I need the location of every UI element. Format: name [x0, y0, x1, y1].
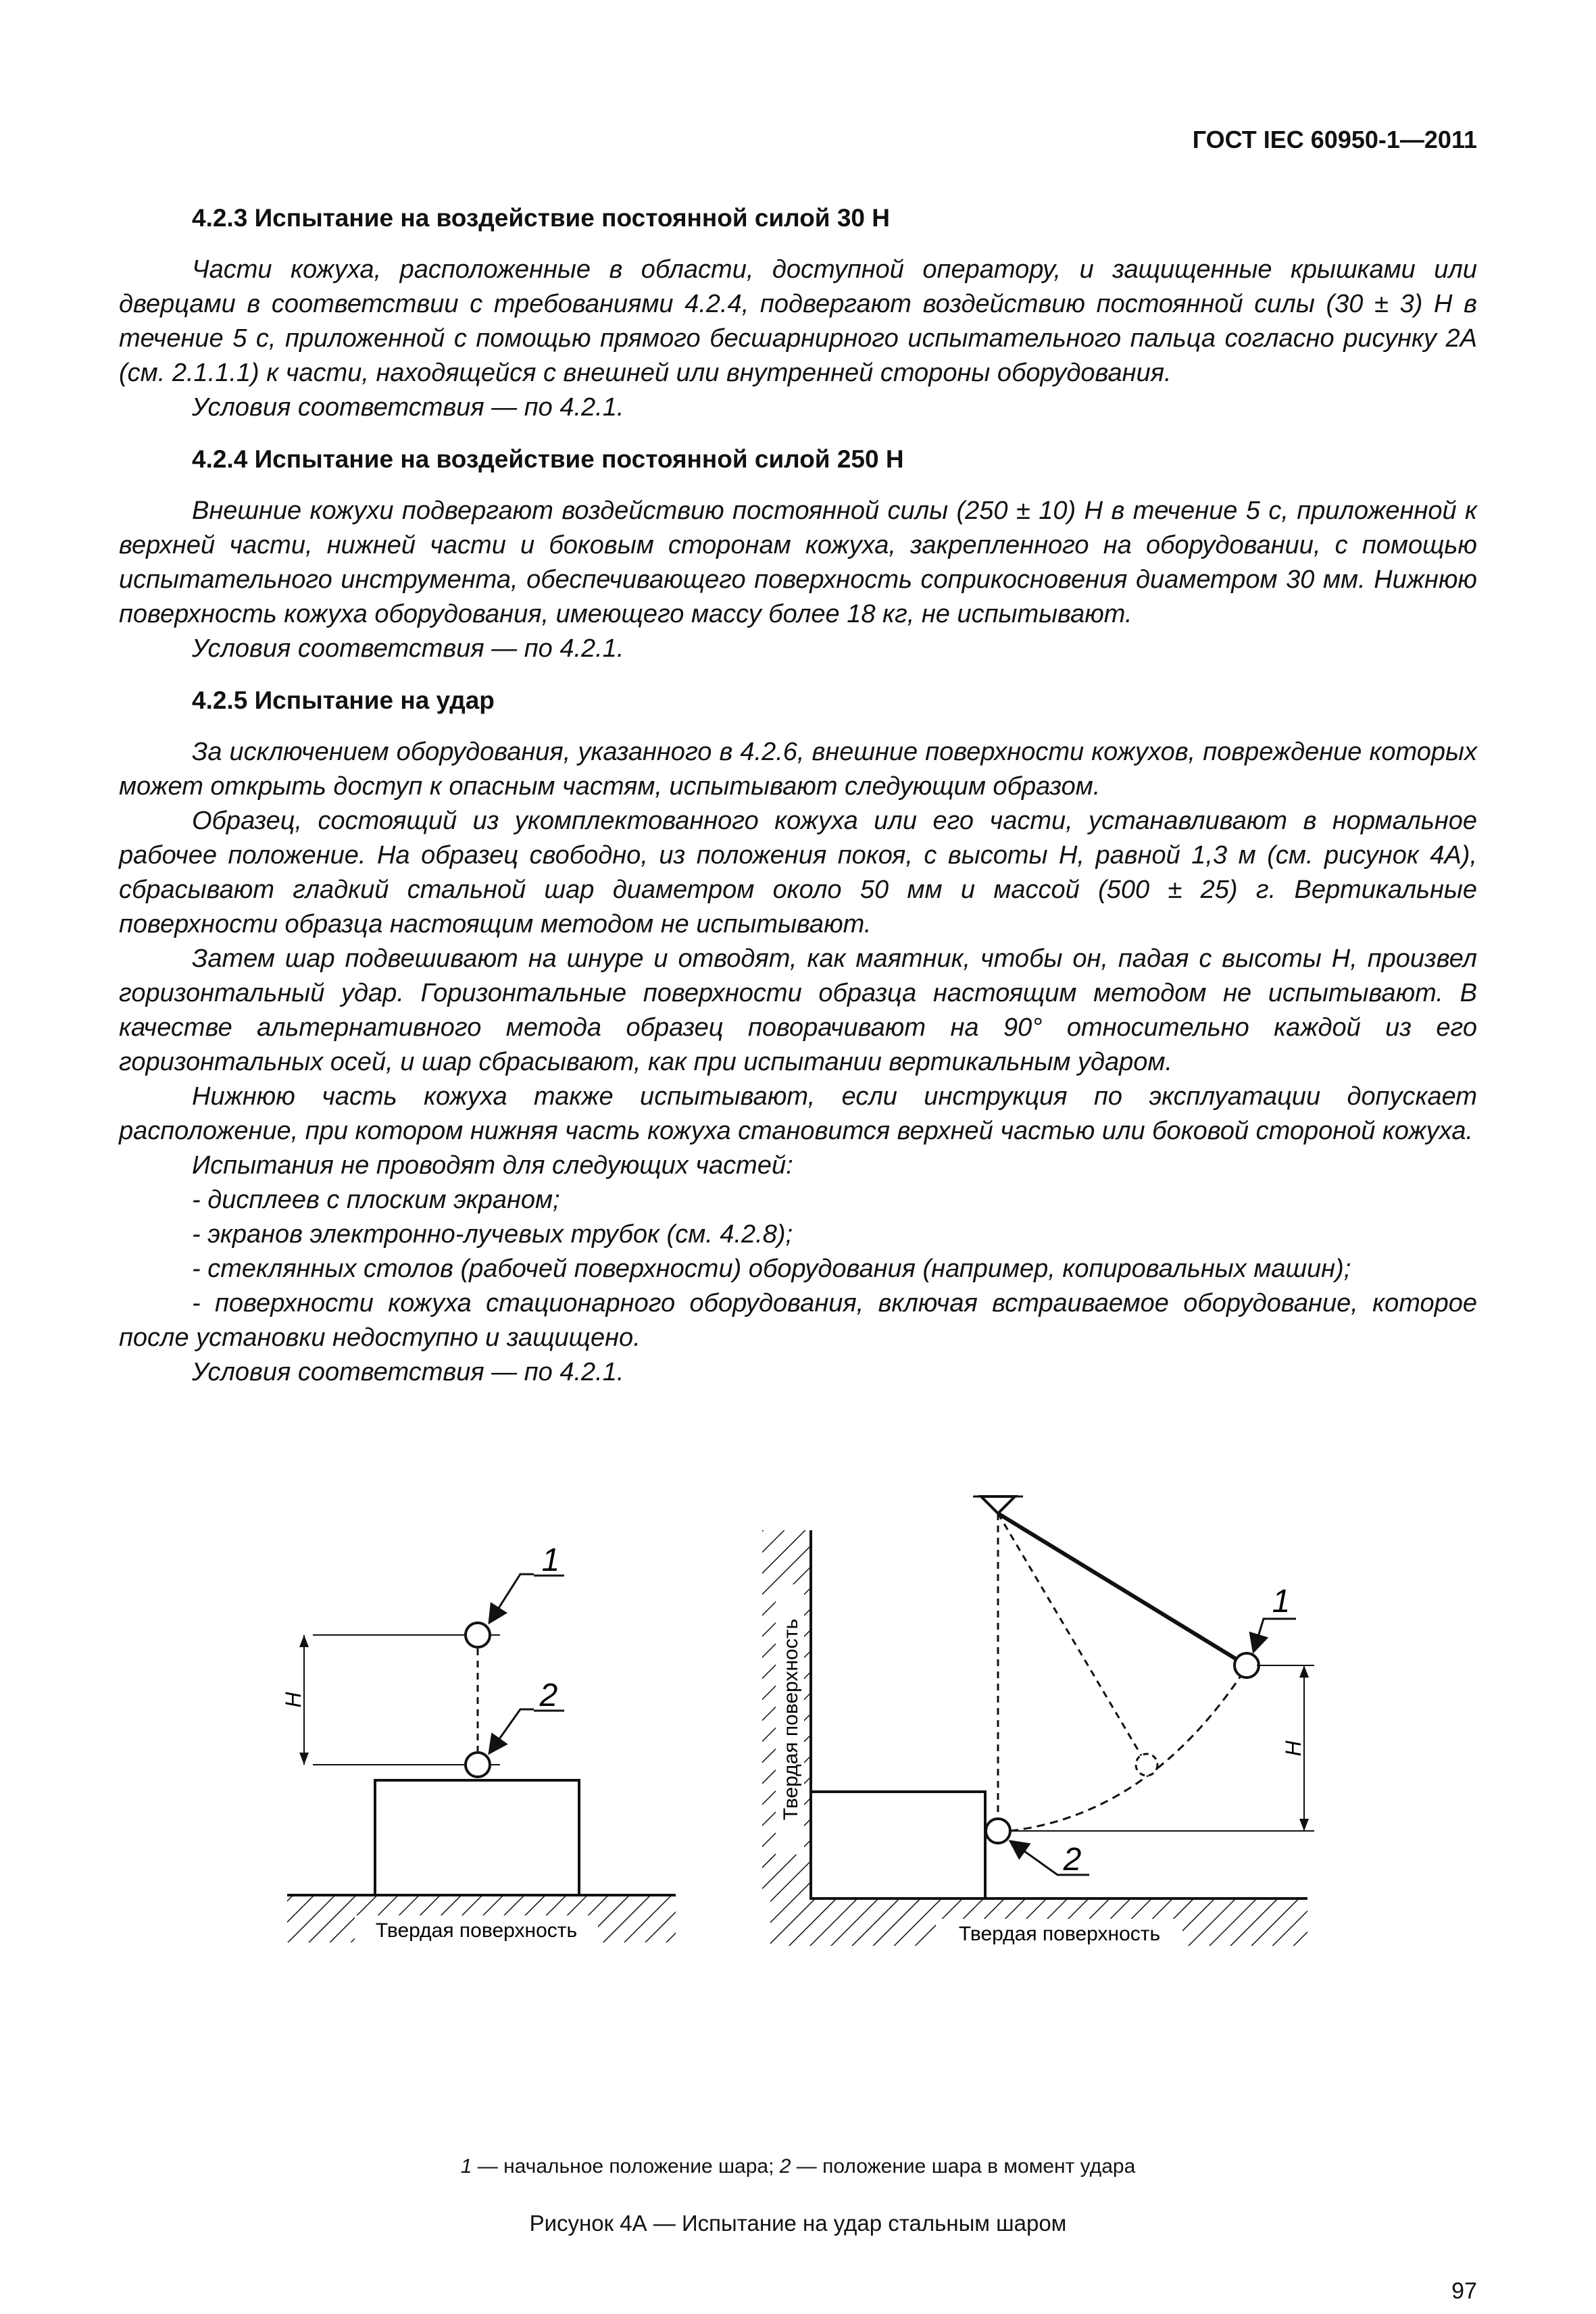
paragraph: Внешние кожухи подвергают воздействию постоянной силы (250 ± 10) Н в течение 5 с, приложенной к верхней части, нижней части и боковым сторонам кожуха, закрепленного на оборудовании, с помощью испытательного инструмента, обеспечивающего поверхность соприкосновения диаметром 30 мм. Нижнюю поверхность кожуха оборудования, имеющего массу более 18 кг, не испытывают.	[119, 497, 1477, 628]
surface-label: Твердая поверхность	[958, 1923, 1161, 1945]
paragraph: Условия соответствия — по 4.2.1.	[192, 393, 624, 422]
ball-initial-position	[466, 1623, 490, 1647]
height-label: Н	[1281, 1740, 1305, 1757]
legend-number-2: 2	[779, 2155, 791, 2178]
figure-4a-diagram	[0, 1473, 1596, 2067]
dimension-arrow-up	[1299, 1665, 1309, 1678]
paragraph: За исключением оборудования, указанного в 4.2.6, внешние поверхности кожухов, повреждение которых может открыть доступ к опасным частям, испытывают следующим образом.	[119, 738, 1477, 801]
legend-number-1: 1	[460, 2155, 472, 2178]
section-heading-4-2-3: 4.2.3 Испытание на воздействие постоянной силой 30 Н	[192, 204, 890, 232]
section-heading-4-2-5: 4.2.5 Испытание на удар	[192, 686, 495, 714]
swing-arc-dashed	[1010, 1672, 1243, 1831]
pivot-point	[981, 1496, 1015, 1513]
pendulum-cord	[998, 1513, 1243, 1663]
label-2: 2	[1063, 1842, 1082, 1878]
label-1: 1	[1272, 1584, 1291, 1619]
legend-text-1: — начальное положение шара;	[472, 2155, 780, 2178]
paragraph: Нижнюю часть кожуха также испытывают, если инструкция по эксплуатации допускает расположение, при котором нижняя часть кожуха становится верхней частью или боковой стороной кожуха.	[119, 1082, 1477, 1145]
list-item: - экранов электронно-лучевых трубок (см. 4.2.8);	[192, 1220, 793, 1249]
wall-label: Твердая поверхность	[780, 1618, 802, 1821]
figure-caption: Рисунок 4А — Испытание на удар стальным шаром	[529, 2211, 1067, 2236]
paragraph: Части кожуха, расположенные в области, доступной оператору, и защищенные крышками или дверцами в соответствии с требованиями 4.2.4, подвергают воздействию постоянной силы (30 ± 3) Н в течение 5 с, приложенной с помощью прямого бесшарнирного испытательного пальца согласно рисунку 2А (см. 2.1.1.1) к части, находящейся с внешней или внутренней стороны оборудования.	[119, 255, 1477, 387]
test-sample-box	[811, 1792, 985, 1898]
paragraph: Условия соответствия — по 4.2.1.	[192, 634, 624, 663]
surface-label: Твердая поверхность	[375, 1919, 578, 1942]
leader-line-1	[489, 1574, 534, 1623]
list-item: - стеклянных столов (рабочей поверхности) оборудования (например, копировальных машин);	[192, 1255, 1351, 1283]
legend-text-2: — положение шара в момент удара	[791, 2155, 1136, 2178]
dimension-arrow-down	[299, 1753, 309, 1765]
dimension-arrow-up	[299, 1635, 309, 1647]
section-heading-4-2-4: 4.2.4 Испытание на воздействие постоянной силой 250 Н	[192, 445, 904, 473]
paragraph: Условия соответствия — по 4.2.1.	[192, 1358, 624, 1386]
document-body	[119, 201, 1477, 1390]
list-item: - дисплеев с плоским экраном;	[192, 1186, 560, 1214]
label-2: 2	[539, 1678, 558, 1713]
paragraph: Испытания не проводят для следующих частей:	[192, 1151, 793, 1180]
figure-legend	[0, 2155, 1596, 2178]
pendulum-mid-dashed	[998, 1513, 1142, 1757]
leader-line-2	[489, 1709, 534, 1753]
pendulum-drawing	[762, 1496, 1314, 1946]
label-1: 1	[541, 1542, 560, 1578]
ball-initial-position	[1235, 1653, 1259, 1678]
leader-line-1	[1253, 1619, 1296, 1652]
vertical-drop-drawing	[281, 1542, 676, 1942]
ball-impact-position	[986, 1819, 1010, 1843]
ball-impact-position	[466, 1753, 490, 1777]
ball-intermediate-position	[1136, 1754, 1157, 1776]
paragraph: Затем шар подвешивают на шнуре и отводят, как маятник, чтобы он, падая с высоты Н, произвел горизонтальный удар. Горизонтальные поверхности образца настоящим методом не испытывают. В качестве альтернативного метода образец поворачивают на 90° относительно каждой из его горизонтальных осей, и шар сбрасывают, как при испытании вертикальным ударом.	[119, 945, 1477, 1076]
dimension-arrow-down	[1299, 1819, 1309, 1831]
list-item: - поверхности кожуха стационарного оборудования, включая встраиваемое оборудование, которое после установки недоступно и защищено.	[119, 1289, 1477, 1352]
test-sample-box	[375, 1780, 579, 1895]
paragraph: Образец, состоящий из укомплектованного кожуха или его части, устанавливают в нормальное рабочее положение. На образец свободно, из положения покоя, с высоты Н, равной 1,3 м (см. рисунок 4А), сбрасывают гладкий стальной шар диаметром около 50 мм и массой (500 ± 25) г. Вертикальные поверхности образца настоящим методом не испытывают.	[119, 807, 1477, 938]
document-header: ГОСТ IEC 60950-1—2011	[1192, 126, 1477, 153]
height-label: Н	[281, 1692, 305, 1708]
page-number: 97	[1451, 2278, 1477, 2304]
